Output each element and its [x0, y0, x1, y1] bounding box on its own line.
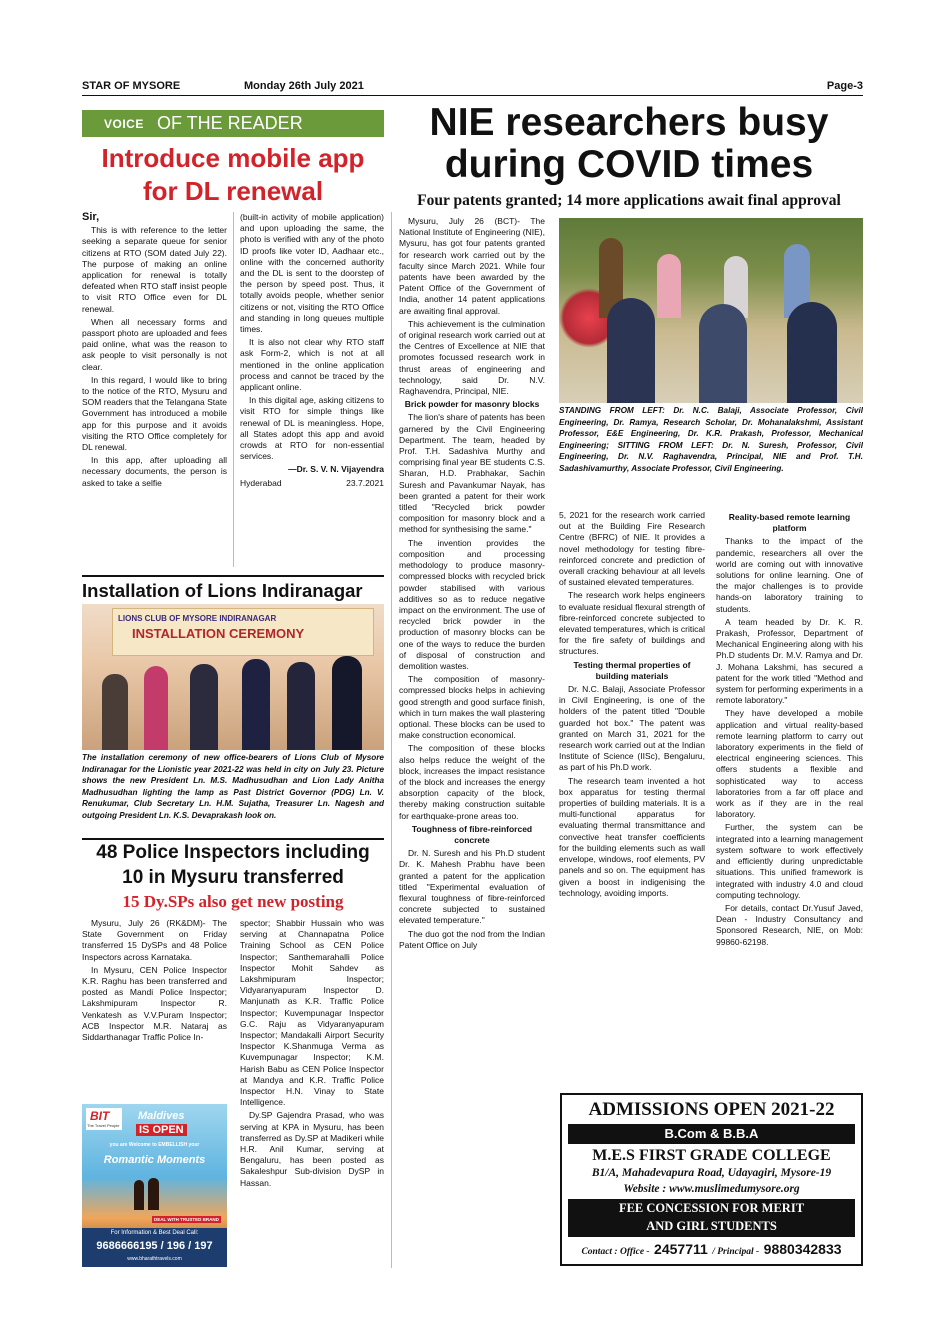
college-ad: [560, 1093, 863, 1266]
college-name: M.E.S FIRST GRADE COLLEGE: [592, 1147, 831, 1164]
police-headline-1: 48 Police Inspectors including: [96, 842, 370, 863]
brand-tag: The Travel People: [87, 1123, 120, 1128]
principal-label: / Principal -: [712, 1247, 760, 1257]
paragraph: The composition of these blocks also helps reduce the weight of the block, increases the impact resistance of the block and increases the energy absorption capacity of the block, thereby making construction suitable for earthquake-prone areas too.: [399, 743, 545, 821]
person-figure: [102, 674, 128, 750]
paragraph: Dy.SP Gajendra Prasad, who was serving at KPA in Mysuru, has been transferred as Dy.SP at Madikeri while H.R. Anil Kumar, serving at Bengaluru, has been posted as Sakaleshpur Sub-division DySP in Hassan.: [240, 1110, 384, 1188]
ad-maldives: Maldives: [138, 1110, 185, 1122]
ad-contact-label: For Information & Best Deal Call:: [110, 1230, 199, 1236]
paragraph: (built-in activity of mobile application) and upon uploading the same, the photo is verified with any of the photo ID proofs like voter ID, Aadhaar etc., online with the concerned authority and the DL is sent to the doorstep of the person by speed post. Thus, it totally avoids people, whether senior citizens or not, visiting the RTO Office and standing in long queues multiple times.: [240, 212, 384, 335]
police-column-2: [240, 918, 384, 1268]
banner-text-1: LIONS CLUB OF MYSORE INDIRANAGAR: [118, 614, 277, 623]
person-figure: [699, 304, 747, 403]
ad-web: www.bharathtravels.com: [127, 1256, 182, 1262]
section-divider: [82, 838, 384, 840]
couple-silhouette: [148, 1178, 159, 1210]
paragraph: A team headed by Dr. K. R. Prakash, Professor, Department of Mechanical Engineering along with his Ph.D students Dr. M.V. Ramya and Dr. J. Mohana Lakshmi, has secured a patent for the work titled "Method and system for performing experiments in a remote laboratory.": [716, 616, 863, 706]
voice-label: OF THE READER: [157, 113, 303, 133]
nie-group-photo: [559, 218, 863, 403]
paragraph: Dr. N.C. Balaji, Associate Professor in Civil Engineering, is one of the holders of the patent titled "Double guarded hot box." The patent was granted on March 31, 2021 for the research work carried out at the Indian Institute of Science (IISc), Bengaluru, as part of his Ph.D work.: [559, 684, 705, 773]
person-figure: [607, 298, 655, 403]
paragraph: In this regard, I would like to bring to the notice of the RTO, Mysuru and SOM readers that the Telangana State Government has introduced a mobile app for this purpose and it avoids visiting the RTO Office completely for DL renewal.: [82, 374, 227, 453]
paragraph: For details, contact Dr.Yusuf Javed, Dean - Industry Consultancy and Sponsored Research, NIE, on Mob: 99860-62198.: [716, 902, 863, 947]
paragraph: Mysuru, July 26 (BCT)- The National Institute of Engineering (NIE), Mysuru, has got four patents granted for research work carried out by the faculty since March 2021. While four patents have been awarded by the Patent Office of the Government of India, another 14 patent applications are awaiting final approval.: [399, 216, 545, 316]
voice-label-bold: VOICE: [104, 117, 144, 131]
nie-headline-1: NIE researchers busy: [429, 101, 829, 144]
issue-date: Monday 26th July 2021: [244, 80, 364, 92]
courses: B.Com & B.B.A: [664, 1126, 759, 1141]
contact-label: Contact : Office -: [581, 1247, 650, 1257]
section-rule: [391, 212, 392, 1268]
paragraph: This achievement is the culmination of original research work carried out at the Centres of Excellence at NIE that promotes focussed research work in thrust areas of engineering and technology, said Dr. N.V. Raghavendra, Principal, NIE.: [399, 318, 545, 397]
paragraph: In this digital age, asking citizens to visit RTO for simple things like renewal of DL is meaningless. Hope, all States adopt this app and avoid crowds at RTO for non-essential services.: [240, 395, 384, 462]
person-figure: [787, 302, 837, 403]
paragraph: The research work helps engineers to evaluate residual flexural strength of fibre-reinforced concrete subjected to elevated temperatures, which is critical for the fire safety of buildings and structures.: [559, 590, 705, 657]
lions-photo: [82, 604, 384, 750]
person-figure: [190, 664, 218, 750]
police-column-1: [82, 918, 227, 1090]
principal-phone: 9880342833: [763, 1241, 842, 1257]
ad-welcome: you are Welcome to EMBELLISH your: [109, 1142, 200, 1148]
nie-column-2: [559, 510, 705, 1085]
section-divider: [82, 575, 384, 577]
voice-headline-1: Introduce mobile app: [101, 143, 365, 173]
person-figure: [144, 666, 168, 750]
voice-column-1: [82, 212, 227, 570]
subheading: Testing thermal properties of building materials: [573, 659, 691, 681]
paragraph: The lion's share of patents has been garnered by the Civil Engineering Department. The team, headed by Prof. T.H. Sadashiva Murthy and comprising final year BE students C.S. Sharan, H.D. Prabhakar, Sachin Suresh and Pavankumar Nayak, has been granted a patent for their work titled "Recycled brick powder composition for masonry block and a method for synthesising the same.": [399, 412, 545, 535]
letter-signature: —Dr. S. V. N. Vijayendra: [288, 464, 384, 475]
person-figure: [242, 659, 270, 750]
letter-place: Hyderabad: [240, 477, 282, 488]
voice-headline-2: for DL renewal: [142, 176, 324, 206]
couple-silhouette: [134, 1180, 144, 1210]
college-address: B1/A, Mahadevapura Road, Udayagiri, Mysore-19: [591, 1167, 832, 1179]
fee-line-2: AND GIRL STUDENTS: [646, 1219, 777, 1233]
paragraph: 5, 2021 for the research work carried out at the Building Fire Research Centre (BFRC) of NIE. It provides a novel methodology for testing fibre-reinforced concrete and prediction of overall cracking behaviour at all levels of sustained elevated temperatures.: [559, 510, 705, 588]
travel-ad: [82, 1104, 227, 1267]
nie-column-1: [399, 216, 545, 1268]
paragraph: Mysuru, July 26 (RK&DM)- The State Government on Friday transferred 15 DySPs and 48 Police Inspectors across Karnataka.: [82, 918, 227, 962]
nie-column-3: [716, 510, 863, 1085]
paragraph: They have developed a mobile application and virtual reality-based remote learning platform to carry out laboratory experiments in the field of electrical engineering sciences. This offers students a flexible and sophisticated way to access laboratories from a far off place and work as if they are in the real laboratory.: [716, 708, 863, 820]
column-rule: [233, 212, 234, 567]
paragraph: spector; Shabbir Hussain who was serving at Channapatna Police Training School as CEN Police Inspector; Santhemarahalli Police Inspector Mohit Sahdev as Lakshmipuram Inspector; Vidyaranyapuram Inspector D. Manjunath as K.R. Traffic Police Inspector; Kuvempunagar Inspector G.C. Raju as Vidyaranyapuram Inspector; Mandakalli Airport Security Inspector K.Shanmuga Verma as Kuvempunagar Inspector; K.M. Harish Babu as CEN Police Inspector at Mandya and K.R. Traffic Police Inspector H.N. Vinay to State Intelligence.: [240, 918, 384, 1108]
college-website: Website : www.muslimedumysore.org: [623, 1183, 800, 1195]
letter-date: 23.7.2021: [346, 477, 384, 488]
ad-is-open: IS OPEN: [136, 1124, 187, 1136]
page-number: Page-3: [826, 80, 863, 92]
subheading: Brick powder for masonry blocks: [404, 399, 540, 410]
paragraph: It is also not clear why RTO staff ask Form-2, which is not at all mentioned in the online application process and cannot be traced by the applicant online.: [240, 337, 384, 393]
paper-name: STAR OF MYSORE: [82, 80, 181, 92]
paragraph: When all necessary forms and passport photo are uploaded and fees paid online, what was the reason to ask people to visit personally is not clear.: [82, 316, 227, 372]
paragraph: The composition of masonry-compressed blocks helps in achieving good strength and good surface finish, which in turn makes the wall plastering optional. These blocks can be used to make construction economical.: [399, 674, 545, 741]
police-subhead: 15 Dy.SPs also get new posting: [122, 892, 344, 911]
lions-headline: Installation of Lions Indiranagar: [82, 580, 363, 601]
nie-subhead: Four patents granted; 14 more applications await final approval: [417, 192, 841, 209]
masthead: [82, 78, 863, 96]
person-figure: [657, 254, 681, 318]
paragraph: This is with reference to the letter seeking a separate queue for senior citizens at RTO (SOM dated July 22). The purpose of making an online application for renewal is totally defeated when RTO staff insist people to visit RTO Office even for DL renewal.: [82, 225, 227, 314]
ad-phone: 9686666195 / 196 / 197: [96, 1240, 213, 1252]
nie-photo-caption: STANDING FROM LEFT: Dr. N.C. Balaji, Associate Professor, Civil Engineering, Dr. Ramya, Research Scholar, Dr. Mohanalakshmi, Assistant Professor, E&E Engineering, Dr. K.R. Prakash, Professor, Mechanical Engineering; SITTING FROM LEFT: Dr. N. Suresh, Professor, Civil Engineering, Dr. N.V. Raghavendra, Principal, NIE and Prof. T.H. Sadashivamurthy, Associate Professor, Civil Engineering.: [559, 406, 863, 473]
voice-banner: [82, 110, 384, 137]
paragraph: The duo got the nod from the Indian Patent Office on July: [399, 928, 545, 950]
fee-line-1: FEE CONCESSION FOR MERIT: [618, 1201, 805, 1215]
contact-row: [562, 1241, 861, 1259]
ad-romantic: Romantic Moments: [103, 1154, 206, 1166]
paragraph: The invention provides the composition and processing methodology to produce masonry-compressed blocks with recycled brick powder stabilised with various additives so as to reduce negative impact on the environment. The use of recycled brick powder in the production of masonry blocks can be one of the ways to reduce the burden of disposal of construction and demolition wastes.: [399, 537, 545, 671]
paragraph: In Mysuru, CEN Police Inspector K.R. Raghu has been transferred and posted as Mandi Police Inspector; Lakshmipuram Inspector R. Venkatesh as V.V.Puram Inspector; ACB Inspector M.R. Nataraj as Siddarthanagar Traffic Police In-: [82, 964, 227, 1043]
paragraph: Further, the system can be integrated into a learning management system software to work effectively and efficiently during unpredictable situations. This unified framework is integrated with industry 4.0 and cloud computing technology.: [716, 822, 863, 900]
ad-deal: DEAL WITH TRUSTED BRAND: [154, 1217, 219, 1222]
office-phone: 2457711: [654, 1241, 708, 1257]
salutation: Sir,: [82, 212, 100, 223]
brand-logo: BIT: [90, 1109, 110, 1123]
nie-headline-2: during COVID times: [444, 143, 814, 186]
voice-column-2: [240, 212, 384, 570]
paragraph: Thanks to the impact of the pandemic, researchers all over the world are coming out with innovative solutions for online learning. One of the major challenges is to provide hands-on laboratory training to students.: [716, 536, 863, 614]
person-figure: [287, 662, 315, 750]
admissions-title: ADMISSIONS OPEN 2021-22: [588, 1099, 835, 1120]
banner-text-2: INSTALLATION CEREMONY: [132, 626, 305, 641]
lions-caption: The installation ceremony of new office-bearers of Lions Club of Mysore Indiranagar for the Lionistic year 2021-22 was held in city on July 23. Picture shows the new President Ln. M.S. Madhusudhan and Lion Lady Anitha Madhusudhan lighting the lamp as Past District Governor (PDG) Ln. V. Renukumar, Club Secretary Ln. H.M. Sujatha, Treasurer Ln. Nagesh and outgoing President Ln. K.S. Devaprakash look on.: [82, 753, 384, 820]
police-headline-2: 10 in Mysuru transferred: [122, 867, 344, 888]
paragraph: Dr. N. Suresh and his Ph.D student Dr. K. Mahesh Prabhu have been granted a patent for the application titled "Experimental evaluation of flexural toughness of fibre-reinforced concrete subjected to sustained elevated temperature.": [399, 848, 545, 926]
paragraph: In this app, after uploading all necessary documents, the person is asked to take a selfie: [82, 455, 227, 488]
subheading: Toughness of fibre-reinforced concrete: [411, 823, 533, 845]
person-figure: [332, 656, 362, 750]
subheading: Reality-based remote learning platform: [728, 512, 851, 534]
paragraph: The research team invented a hot box apparatus for testing thermal properties of building materials. It is a multi-functional apparatus for evaluating thermal transmittance and convective heat transfer coefficients for the building elements such as wall envelope, windows, roof elements, PV panels and so on. The equipment has given a boost in indigenising the technology, avoiding imports.: [559, 775, 705, 898]
